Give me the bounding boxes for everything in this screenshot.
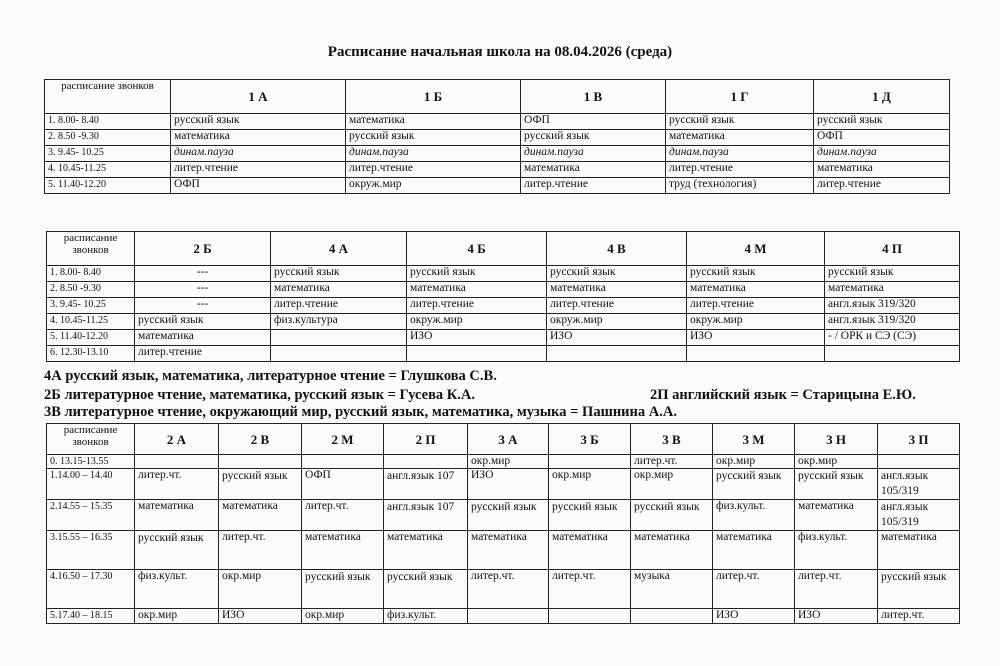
table-row bbox=[47, 298, 960, 314]
lesson-cell: математика bbox=[547, 282, 687, 298]
teacher-note-2b: 2Б литературное чтение, математика, русский язык = Гусева К.А. bbox=[44, 387, 476, 403]
lesson-cell: ОФП bbox=[302, 469, 384, 500]
lesson-cell: литер.чт. bbox=[631, 455, 713, 469]
lesson-cell: математика bbox=[219, 500, 302, 531]
header-cell: 2 П bbox=[384, 424, 468, 455]
lesson-cell: литер.чтение bbox=[687, 298, 825, 314]
lesson-cell: русский язык bbox=[346, 130, 521, 146]
lesson-cell: динам.пауза bbox=[666, 146, 814, 162]
lesson-cell: литер.чт. bbox=[219, 531, 302, 570]
lesson-cell: динам.пауза bbox=[521, 146, 666, 162]
time-cell: 3.15.55 – 16.35 bbox=[47, 531, 135, 570]
lesson-cell: литер.чтение bbox=[547, 298, 687, 314]
lesson-cell: математика bbox=[468, 531, 549, 570]
lesson-cell: ИЗО bbox=[795, 609, 878, 624]
table-row bbox=[47, 531, 960, 570]
time-cell: 2. 8.50 -9.30 bbox=[47, 282, 135, 298]
time-cell: 3. 9.45- 10.25 bbox=[45, 146, 171, 162]
time-cell: 2. 8.50 -9.30 bbox=[45, 130, 171, 146]
lesson-cell: литер.чтение bbox=[666, 162, 814, 178]
lesson-cell: окруж.мир bbox=[407, 314, 547, 330]
header-cell: 3 П bbox=[878, 424, 960, 455]
lesson-cell: окруж.мир bbox=[687, 314, 825, 330]
time-cell: 0. 13.15-13.55 bbox=[47, 455, 135, 469]
lesson-cell: окр.мир bbox=[135, 609, 219, 624]
lesson-cell bbox=[384, 455, 468, 469]
lesson-cell: окр.мир bbox=[795, 455, 878, 469]
lesson-cell bbox=[687, 346, 825, 362]
lesson-cell: русский язык bbox=[271, 266, 407, 282]
lesson-cell: математика bbox=[549, 531, 631, 570]
lesson-cell: англ.язык 105/319 bbox=[878, 500, 960, 531]
lesson-cell: русский язык bbox=[687, 266, 825, 282]
lesson-cell: англ.язык 319/320 bbox=[825, 314, 960, 330]
lesson-cell: русский язык bbox=[549, 500, 631, 531]
lesson-cell: динам.пауза bbox=[171, 146, 346, 162]
lesson-cell: литер.чт. bbox=[135, 469, 219, 500]
header-cell: 4 П bbox=[825, 232, 960, 266]
header-cell: 2 В bbox=[219, 424, 302, 455]
lesson-cell: ИЗО bbox=[468, 469, 549, 500]
lesson-cell: русский язык bbox=[135, 314, 271, 330]
lesson-cell: физ.культ. bbox=[795, 531, 878, 570]
table-row bbox=[47, 609, 960, 624]
lesson-cell: литер.чтение bbox=[407, 298, 547, 314]
table-row bbox=[47, 500, 960, 531]
lesson-cell: окруж.мир bbox=[547, 314, 687, 330]
lesson-cell: русский язык bbox=[825, 266, 960, 282]
lesson-cell: математика bbox=[713, 531, 795, 570]
lesson-cell bbox=[878, 455, 960, 469]
table-row bbox=[47, 455, 960, 469]
time-cell: 5. 11.40-12.20 bbox=[47, 330, 135, 346]
teacher-note-2p: 2П английский язык = Старицына Е.Ю. bbox=[650, 387, 916, 403]
header-cell: расписание звонков bbox=[45, 80, 171, 114]
lesson-cell bbox=[271, 330, 407, 346]
lesson-cell: литер.чтение bbox=[814, 178, 950, 194]
table-row bbox=[47, 314, 960, 330]
lesson-cell: русский язык bbox=[135, 531, 219, 570]
lesson-cell: ИЗО bbox=[687, 330, 825, 346]
lesson-cell: физ.культура bbox=[271, 314, 407, 330]
lesson-cell: ОФП bbox=[171, 178, 346, 194]
lesson-cell: динам.пауза bbox=[346, 146, 521, 162]
lesson-cell bbox=[219, 455, 302, 469]
header-cell: 2 Б bbox=[135, 232, 271, 266]
lesson-cell: литер.чтение bbox=[521, 178, 666, 194]
header-cell: 3 Б bbox=[549, 424, 631, 455]
lesson-cell: математика bbox=[631, 531, 713, 570]
table-row bbox=[47, 346, 960, 362]
lesson-cell: русский язык bbox=[384, 570, 468, 609]
header-cell: 3 А bbox=[468, 424, 549, 455]
lesson-cell bbox=[549, 455, 631, 469]
header-cell: 3 М bbox=[713, 424, 795, 455]
teacher-note-4a: 4А русский язык, математика, литературное чтение = Глушкова С.В. bbox=[44, 368, 497, 384]
lesson-cell: англ.язык 319/320 bbox=[825, 298, 960, 314]
table-row bbox=[45, 114, 950, 130]
time-cell: 4. 10.45-11.25 bbox=[47, 314, 135, 330]
lesson-cell: русский язык bbox=[713, 469, 795, 500]
lesson-cell: --- bbox=[135, 282, 271, 298]
lesson-cell: англ.язык 107 bbox=[384, 469, 468, 500]
lesson-cell: ИЗО bbox=[713, 609, 795, 624]
lesson-cell: русский язык bbox=[666, 114, 814, 130]
lesson-cell: математика bbox=[171, 130, 346, 146]
lesson-cell: --- bbox=[135, 266, 271, 282]
lesson-cell: динам.пауза bbox=[814, 146, 950, 162]
table-row bbox=[47, 266, 960, 282]
header-cell: 3 В bbox=[631, 424, 713, 455]
table-row bbox=[47, 282, 960, 298]
table-row bbox=[45, 178, 950, 194]
time-cell: 5.17.40 – 18.15 bbox=[47, 609, 135, 624]
header-cell: 3 Н bbox=[795, 424, 878, 455]
lesson-cell: русский язык bbox=[171, 114, 346, 130]
header-cell: 1 А bbox=[171, 80, 346, 114]
lesson-cell: окр.мир bbox=[631, 469, 713, 500]
time-cell: 4.16.50 – 17.30 bbox=[47, 570, 135, 609]
header-cell: 1 Б bbox=[346, 80, 521, 114]
lesson-cell: русский язык bbox=[878, 570, 960, 609]
header-cell: 2 М bbox=[302, 424, 384, 455]
lesson-cell bbox=[631, 609, 713, 624]
lesson-cell bbox=[135, 455, 219, 469]
header-cell: 4 А bbox=[271, 232, 407, 266]
lesson-cell: математика bbox=[666, 130, 814, 146]
lesson-cell: математика bbox=[878, 531, 960, 570]
lesson-cell: окр.мир bbox=[713, 455, 795, 469]
lesson-cell bbox=[825, 346, 960, 362]
lesson-cell: ИЗО bbox=[219, 609, 302, 624]
lesson-cell: труд (технология) bbox=[666, 178, 814, 194]
lesson-cell: окр.мир bbox=[468, 455, 549, 469]
header-cell: 1 В bbox=[521, 80, 666, 114]
lesson-cell: математика bbox=[407, 282, 547, 298]
lesson-cell: математика bbox=[384, 531, 468, 570]
lesson-cell: ИЗО bbox=[407, 330, 547, 346]
lesson-cell: ОФП bbox=[814, 130, 950, 146]
lesson-cell: англ.язык 105/319 bbox=[878, 469, 960, 500]
time-cell: 5. 11.40-12.20 bbox=[45, 178, 171, 194]
lesson-cell: русский язык bbox=[521, 130, 666, 146]
time-cell: 6. 12.30-13.10 bbox=[47, 346, 135, 362]
table-header-row bbox=[47, 424, 960, 455]
table-row bbox=[47, 469, 960, 500]
table-row bbox=[47, 570, 960, 609]
lesson-cell: ИЗО bbox=[547, 330, 687, 346]
table-header-row bbox=[45, 80, 950, 114]
header-cell: 4 В bbox=[547, 232, 687, 266]
lesson-cell: - / ОРК и СЭ (СЭ) bbox=[825, 330, 960, 346]
time-cell: 1. 8.00- 8.40 bbox=[45, 114, 171, 130]
lesson-cell: литер.чт. bbox=[302, 500, 384, 531]
lesson-cell: окр.мир bbox=[219, 570, 302, 609]
lesson-cell: математика bbox=[271, 282, 407, 298]
lesson-cell: математика bbox=[825, 282, 960, 298]
time-cell: 1. 8.00- 8.40 bbox=[47, 266, 135, 282]
lesson-cell: литер.чт. bbox=[713, 570, 795, 609]
lesson-cell: литер.чтение bbox=[271, 298, 407, 314]
lesson-cell: литер.чтение bbox=[135, 346, 271, 362]
lesson-cell: литер.чт. bbox=[795, 570, 878, 609]
lesson-cell bbox=[407, 346, 547, 362]
time-cell: 4. 10.45-11.25 bbox=[45, 162, 171, 178]
lesson-cell: математика bbox=[346, 114, 521, 130]
lesson-cell: русский язык bbox=[302, 570, 384, 609]
lesson-cell: математика bbox=[814, 162, 950, 178]
teacher-note-3v: 3В литературное чтение, окружающий мир, русский язык, математика, музыка = Пашнина А.А. bbox=[44, 404, 677, 420]
lesson-cell: литер.чт. bbox=[549, 570, 631, 609]
lesson-cell: русский язык bbox=[547, 266, 687, 282]
lesson-cell bbox=[468, 609, 549, 624]
lesson-cell: литер.чт. bbox=[468, 570, 549, 609]
header-cell: расписание звонков bbox=[47, 424, 135, 455]
lesson-cell: русский язык bbox=[468, 500, 549, 531]
schedule-table-grade1 bbox=[44, 79, 950, 194]
lesson-cell: физ.культ. bbox=[135, 570, 219, 609]
table-header-row bbox=[47, 232, 960, 266]
lesson-cell: математика bbox=[302, 531, 384, 570]
schedule-table-grades-2b-4 bbox=[46, 231, 960, 362]
table-row bbox=[47, 330, 960, 346]
header-cell: 4 М bbox=[687, 232, 825, 266]
time-cell: 3. 9.45- 10.25 bbox=[47, 298, 135, 314]
lesson-cell: окр.мир bbox=[549, 469, 631, 500]
table-row bbox=[45, 146, 950, 162]
time-cell: 2.14.55 – 15.35 bbox=[47, 500, 135, 531]
table-row bbox=[45, 130, 950, 146]
lesson-cell: окр.мир bbox=[302, 609, 384, 624]
lesson-cell bbox=[547, 346, 687, 362]
lesson-cell bbox=[271, 346, 407, 362]
lesson-cell: музыка bbox=[631, 570, 713, 609]
lesson-cell: --- bbox=[135, 298, 271, 314]
lesson-cell: литер.чтение bbox=[171, 162, 346, 178]
lesson-cell: литер.чт. bbox=[878, 609, 960, 624]
lesson-cell: русский язык bbox=[219, 469, 302, 500]
lesson-cell: математика bbox=[135, 500, 219, 531]
lesson-cell: русский язык bbox=[407, 266, 547, 282]
lesson-cell: физ.культ. bbox=[384, 609, 468, 624]
lesson-cell bbox=[302, 455, 384, 469]
lesson-cell: математика bbox=[521, 162, 666, 178]
lesson-cell: англ.язык 107 bbox=[384, 500, 468, 531]
schedule-table-grades-2-3 bbox=[46, 423, 960, 624]
lesson-cell: математика bbox=[687, 282, 825, 298]
lesson-cell: окруж.мир bbox=[346, 178, 521, 194]
time-cell: 1.14.00 – 14.40 bbox=[47, 469, 135, 500]
lesson-cell: литер.чтение bbox=[346, 162, 521, 178]
lesson-cell: математика bbox=[135, 330, 271, 346]
header-cell: расписание звонков bbox=[47, 232, 135, 266]
lesson-cell: русский язык bbox=[814, 114, 950, 130]
lesson-cell: математика bbox=[795, 500, 878, 531]
lesson-cell bbox=[549, 609, 631, 624]
lesson-cell: физ.культ. bbox=[713, 500, 795, 531]
page-title: Расписание начальная школа на 08.04.2026 (среда) bbox=[327, 44, 673, 60]
lesson-cell: ОФП bbox=[521, 114, 666, 130]
lesson-cell: русский язык bbox=[795, 469, 878, 500]
header-cell: 2 А bbox=[135, 424, 219, 455]
header-cell: 1 Д bbox=[814, 80, 950, 114]
header-cell: 1 Г bbox=[666, 80, 814, 114]
table-row bbox=[45, 162, 950, 178]
lesson-cell: русский язык bbox=[631, 500, 713, 531]
header-cell: 4 Б bbox=[407, 232, 547, 266]
